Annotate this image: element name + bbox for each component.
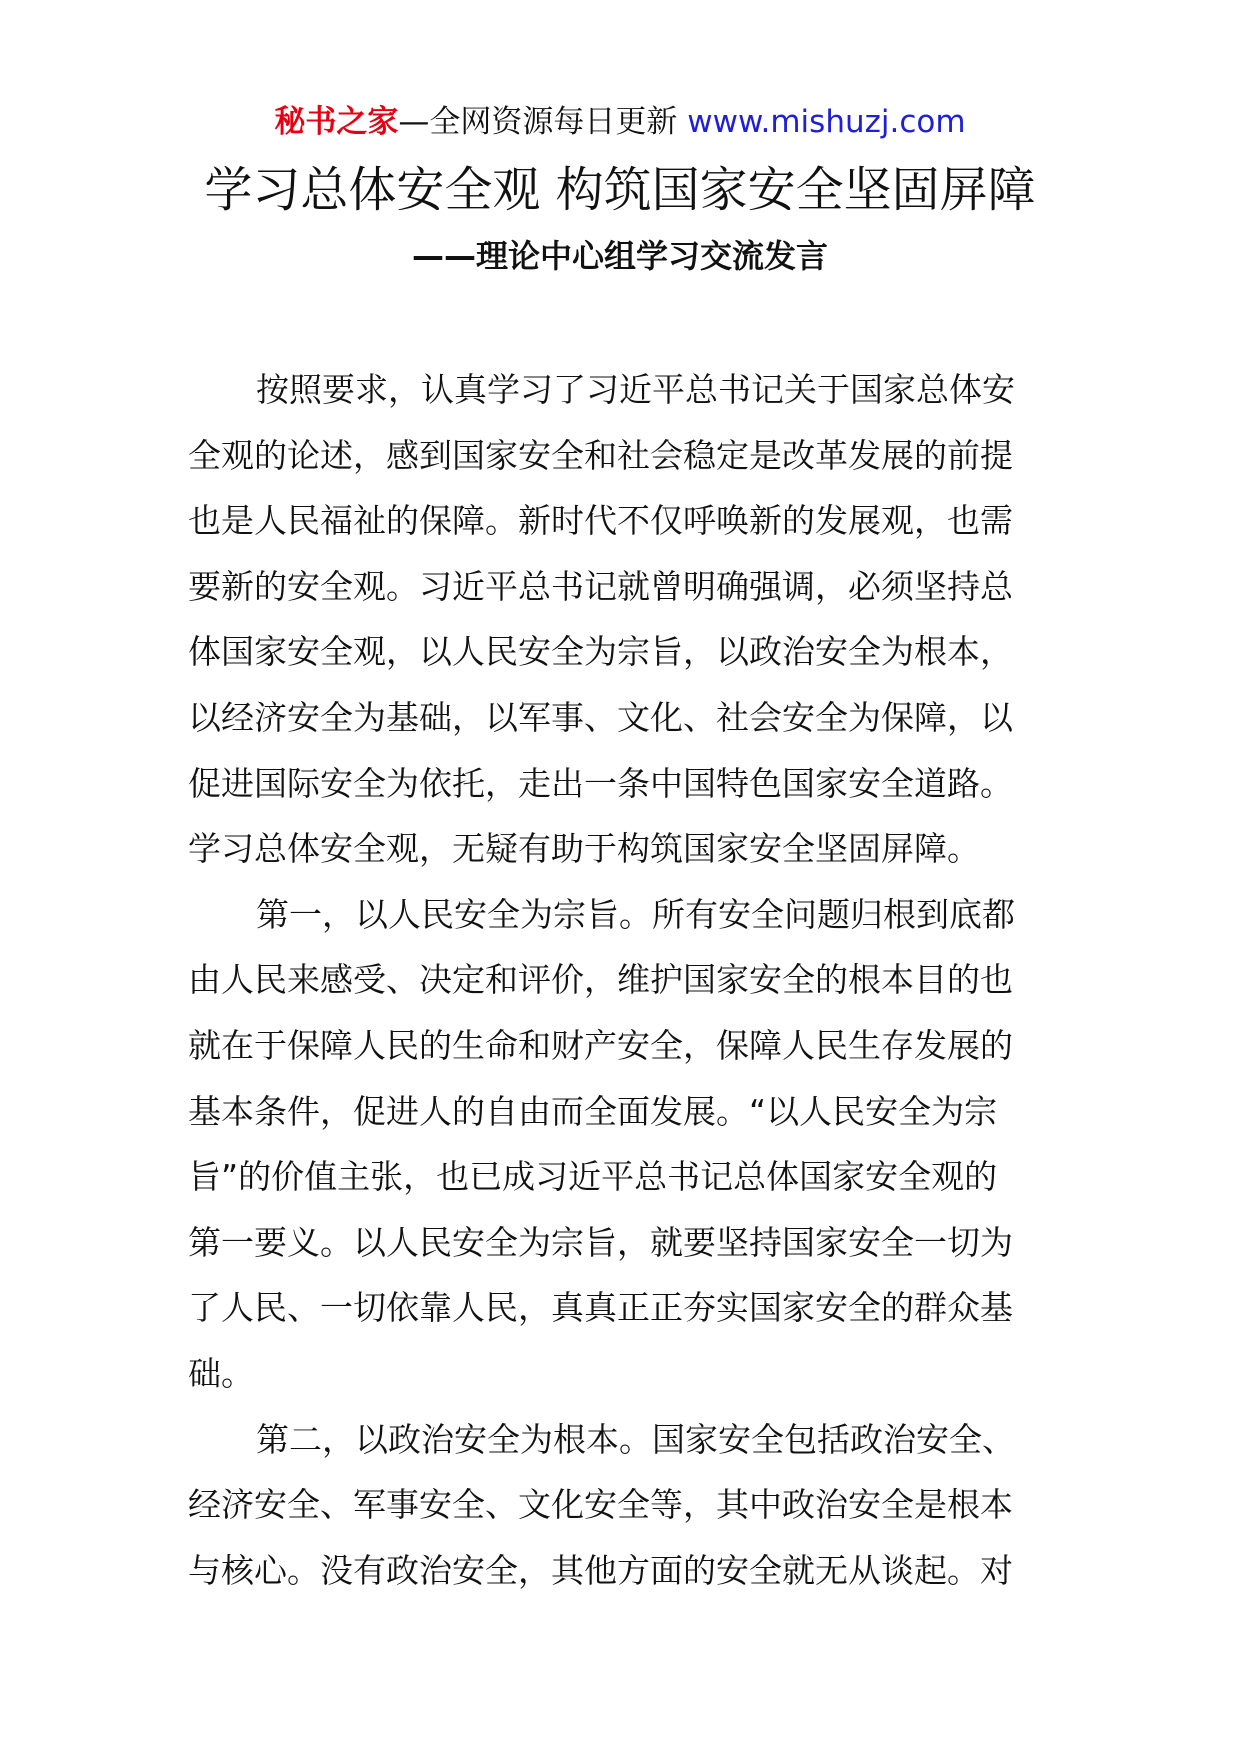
paragraph-line: 就在于保障人民的生命和财产安全，保障人民生存发展的 (188, 1025, 1013, 1065)
paragraph-line: 基本条件，促进人的自由而全面发展。“以人民安全为宗 (188, 1091, 998, 1131)
body-text (188, 357, 1066, 1603)
paragraph-line: 要新的安全观。习近平总书记就曾明确强调，必须坚持总 (188, 566, 1013, 606)
paragraph-line: 促进国际安全为依托，走出一条中国特色国家安全道路。 (188, 763, 1013, 803)
paragraph-line: 旨”的价值主张，也已成习近平总书记总体国家安全观的 (188, 1157, 998, 1197)
document-subtitle: ——理论中心组学习交流发言 (411, 237, 828, 275)
paragraph-line: 了人民、一切依靠人民，真真正正夯实国家安全的群众基 (188, 1288, 1013, 1328)
paragraph-line: 以经济安全为基础，以军事、文化、社会安全为保障，以 (188, 697, 1013, 737)
paragraph-line: 第二，以政治安全为根本。国家安全包括政治安全、 (256, 1419, 1015, 1459)
document-title: 学习总体安全观 构筑国家安全坚固屏障 (204, 162, 1036, 218)
site-slogan: —全网资源每日更新 (398, 104, 688, 140)
paragraph-line: 按照要求，认真学习了习近平总书记关于国家总体安 (256, 370, 1015, 409)
site-brand: 秘书之家 (274, 104, 399, 140)
paragraph-line: 也是人民福祉的保障。新时代不仅呼唤新的发展观，也需 (188, 501, 1013, 541)
paragraph-line: 与核心。没有政治安全，其他方面的安全就无从谈起。对 (188, 1550, 1013, 1590)
paragraph-line: 由人民来感受、决定和评价，维护国家安全的根本目的也 (188, 960, 1013, 1000)
paragraph-line: 经济安全、军事安全、文化安全等，其中政治安全是根本 (188, 1485, 1013, 1525)
paragraph-line: 础。 (188, 1353, 254, 1393)
paragraph-line: 第一要义。以人民安全为宗旨，就要坚持国家安全一切为 (188, 1222, 1013, 1262)
paragraph-line: 体国家安全观，以人民安全为宗旨，以政治安全为根本， (188, 632, 1013, 672)
site-url-link[interactable]: www.mishuzj.com (687, 104, 966, 140)
paragraph-line: 第一，以人民安全为宗旨。所有安全问题归根到底都 (256, 894, 1015, 934)
paragraph-line: 学习总体安全观，无疑有助于构筑国家安全坚固屏障。 (188, 829, 980, 869)
site-header (0, 100, 1240, 144)
paragraph-line: 全观的论述，感到国家安全和社会稳定是改革发展的前提 (188, 435, 1013, 475)
